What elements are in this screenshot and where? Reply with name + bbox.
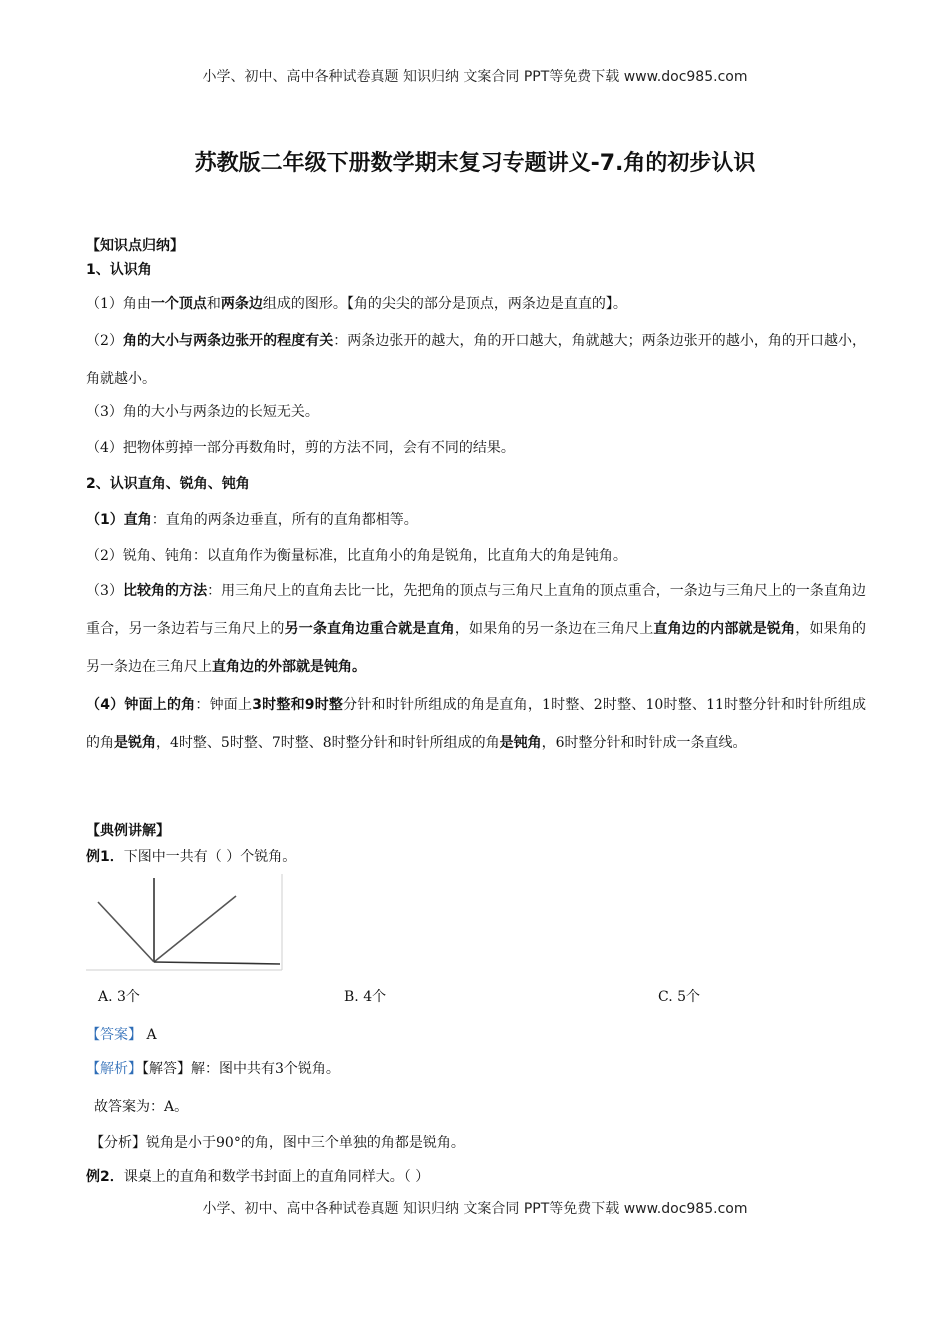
example-label: 例1．	[86, 849, 124, 865]
example-2-question	[86, 1166, 429, 1186]
example-1-question	[86, 846, 296, 866]
text: ：用三角尺上的直角去比一比，先把角的顶点与三角尺上直角的顶点重合，一条边与三角尺上的一条直角边重合，另一条边若与三角尺上的	[86, 583, 866, 637]
text: ，如果角的另一条边在三角尺上	[86, 621, 867, 675]
bold-text: （4）钟面上的角	[86, 697, 196, 713]
analysis-text: 【解答】解：图中共有3个锐角。	[142, 1061, 340, 1077]
left-ray	[98, 902, 154, 962]
angle-figure	[86, 872, 286, 972]
question-text: 下图中一共有（ ）个锐角。	[123, 849, 297, 865]
s1-paragraph-1	[86, 294, 866, 314]
analysis-tag: 【解析】	[86, 1061, 142, 1077]
bold-text: 两条边	[220, 296, 263, 312]
example-label: 例2．	[86, 1169, 124, 1185]
s2-paragraph-1	[86, 510, 866, 530]
text: （3）	[86, 583, 123, 599]
option-c[interactable]: C. 5个	[658, 989, 701, 1005]
text: 组成的图形。【角的尖尖的部分是顶点，两条边是直直的】。	[262, 296, 627, 312]
base-ray	[154, 962, 280, 964]
s2-paragraph-3	[86, 572, 866, 686]
text: 分针和时针所组成的角是直角，1时整、2时整、10时整、11时整分针和时针所组成的角	[86, 697, 866, 751]
text: ：直角的两条边垂直，所有的直角都相等。	[151, 512, 418, 528]
s1-paragraph-3: （3）角的大小与两条边的长短无关。	[86, 404, 319, 420]
bold-text: 比较角的方法	[122, 583, 208, 599]
bold-text: 是钝角	[499, 735, 542, 751]
answer-tag: 【答案】	[86, 1027, 142, 1043]
bold-text: 角的大小与两条边张开的程度有关	[122, 333, 334, 349]
text: （2）	[86, 333, 123, 349]
example-1-analysis	[86, 1058, 340, 1078]
example-1-analysis-note: 【分析】锐角是小于90°的角，图中三个单独的角都是锐角。	[90, 1135, 465, 1151]
text: （1）角由	[86, 296, 151, 312]
bold-text: 另一条直角边重合就是直角	[284, 621, 455, 637]
example-1-conclusion: 故答案为：A。	[94, 1099, 189, 1115]
bold-text: 是锐角	[114, 735, 156, 751]
example-1-answer	[86, 1024, 157, 1044]
bold-text: 一个顶点	[150, 296, 207, 312]
answer-value: A	[142, 1027, 157, 1043]
bold-text: 直角边的外部就是钝角。	[212, 659, 366, 675]
text: ，如果角的另一条边在三角尺上	[454, 621, 654, 637]
s1-paragraph-4: （4）把物体剪掉一部分再数角时，剪的方法不同，会有不同的结果。	[86, 440, 515, 456]
text: ，4时整、5时整、7时整、8时整分针和时针所组成的角	[156, 735, 500, 751]
bold-text: （1）直角	[86, 512, 152, 528]
s2-paragraph-4	[86, 686, 866, 762]
text: 和	[206, 296, 221, 312]
text: ，6时整分针和时针成一条直线。	[541, 735, 747, 751]
question-text: 课桌上的直角和数学书封面上的直角同样大。（ ）	[123, 1169, 430, 1185]
s2-paragraph-2: （2）锐角、钝角：以直角作为衡量标准，比直角小的角是锐角，比直角大的角是钝角。	[86, 548, 627, 564]
knowledge-heading: 【知识点归纳】	[86, 238, 184, 254]
page-title: 苏教版二年级下册数学期末复习专题讲义-7.角的初步认识	[194, 151, 756, 176]
text: ：钟面上	[195, 697, 253, 713]
text: ：两条边张开的越大，角的开口越大，角就越大；两条边张开的越小，角的开口越小，角就越小。	[86, 333, 866, 387]
bold-text: 直角边的内部就是锐角	[653, 621, 796, 637]
bold-text: 3时整和9时整	[252, 697, 344, 713]
examples-heading: 【典例讲解】	[86, 823, 170, 839]
section-2-heading: 2、认识直角、锐角、钝角	[86, 476, 250, 492]
option-a[interactable]: A. 3个	[98, 989, 140, 1005]
option-b[interactable]: B. 4个	[344, 989, 387, 1005]
right-ray	[154, 896, 236, 962]
s1-paragraph-2	[86, 322, 866, 398]
page-footer: 小学、初中、高中各种试卷真题 知识归纳 文案合同 PPT等免费下载 www.doc985.com	[202, 1201, 748, 1217]
section-1-heading: 1、认识角	[86, 262, 152, 278]
knowledge-section	[86, 236, 866, 762]
page-header: 小学、初中、高中各种试卷真题 知识归纳 文案合同 PPT等免费下载 www.doc985.com	[202, 69, 748, 85]
